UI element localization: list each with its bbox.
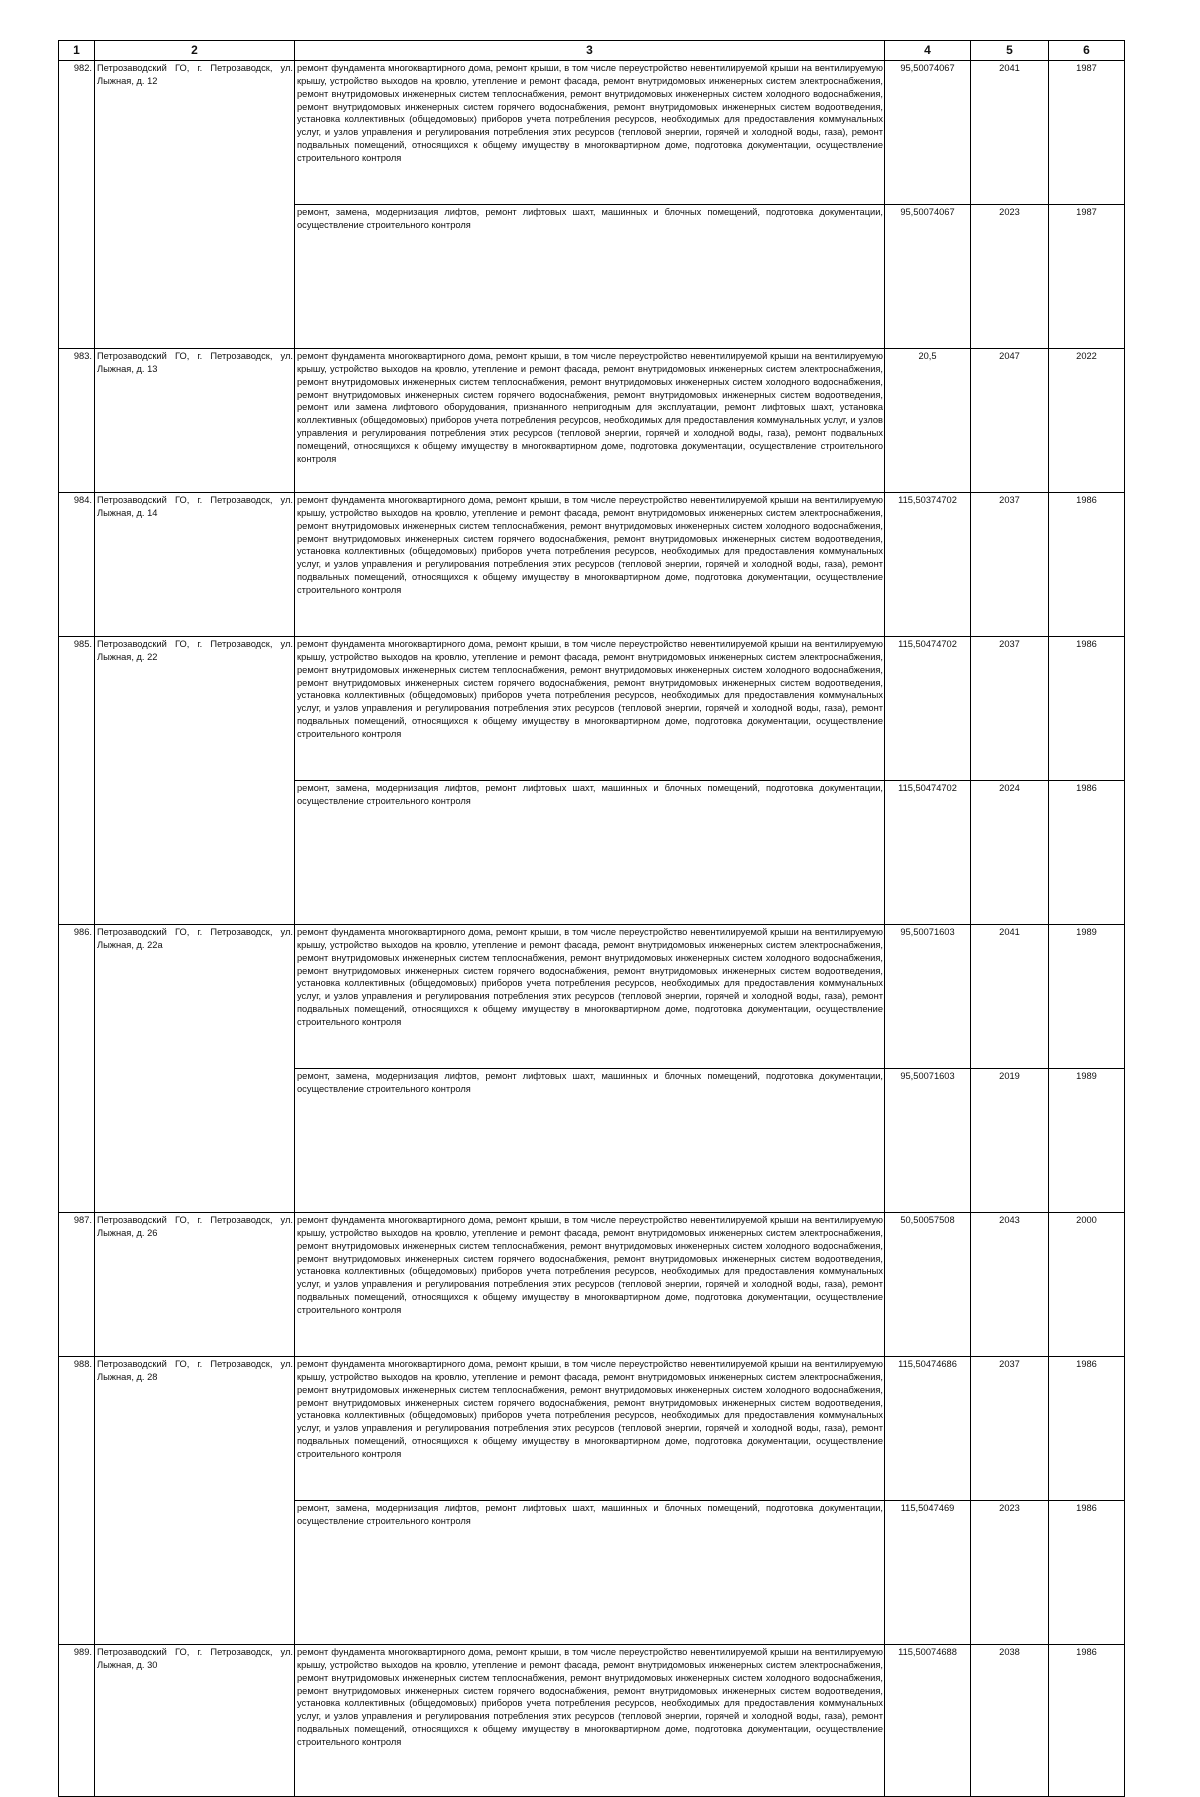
cost-cell: 115,50474702 [885, 637, 971, 781]
cost-cell: 20,5 [885, 349, 971, 493]
work-description-cell: ремонт фундамента многоквартирного дома, ремонт крыши, в том числе переустройство невентилируемой крыши на вентилируемую крышу, устройство выходов на кровлю, утепление и ремонт фасада, ремонт внутридомовых инженерных систем электроснабжения, ремонт внутридомовых инженерных систем теплоснабжения, ремонт внутридомовых инженерных систем холодного водоснабжения, ремонт внутридомовых инженерных систем горячего водоснабжения, ремонт внутридомовых инженерных систем водоотведения, установка коллективных (общедомовых) приборов учета потребления ресурсов, необходимых для предоставления коммунальных услуг, и узлов управления и регулирования потребления этих ресурсов (тепловой энергии, горячей и холодной воды, газа), ремонт подвальных помещений, относящихся к общему имуществу в многоквартирном доме, подготовка документации, осуществление строительного контроля [295, 1645, 885, 1797]
col-header-4: 4 [885, 41, 971, 61]
table-row [59, 1357, 1125, 1501]
plan-year-cell: 2037 [971, 1357, 1049, 1501]
address-cell: Петрозаводский ГО, г. Петрозаводск, ул. Лыжная, д. 14 [95, 493, 295, 637]
cost-cell: 115,50074688 [885, 1645, 971, 1797]
address-cell: Петрозаводский ГО, г. Петрозаводск, ул. Лыжная, д. 30 [95, 1645, 295, 1797]
row-number: 983. [59, 349, 95, 493]
address-cell: Петрозаводский ГО, г. Петрозаводск, ул. Лыжная, д. 12 [95, 61, 295, 349]
address-cell: Петрозаводский ГО, г. Петрозаводск, ул. Лыжная, д. 13 [95, 349, 295, 493]
plan-year-cell: 2047 [971, 349, 1049, 493]
table-row [59, 61, 1125, 205]
work-description-cell: ремонт фундамента многоквартирного дома, ремонт крыши, в том числе переустройство невентилируемой крыши на вентилируемую крышу, устройство выходов на кровлю, утепление и ремонт фасада, ремонт внутридомовых инженерных систем электроснабжения, ремонт внутридомовых инженерных систем теплоснабжения, ремонт внутридомовых инженерных систем холодного водоснабжения, ремонт внутридомовых инженерных систем горячего водоснабжения, ремонт внутридомовых инженерных систем водоотведения, установка коллективных (общедомовых) приборов учета потребления ресурсов, необходимых для предоставления коммунальных услуг, и узлов управления и регулирования потребления этих ресурсов (тепловой энергии, горячей и холодной воды, газа), ремонт подвальных помещений, относящихся к общему имуществу в многоквартирном доме, подготовка документации, осуществление строительного контроля [295, 493, 885, 637]
plan-year-cell: 2023 [971, 1501, 1049, 1645]
work-description-cell: ремонт, замена, модернизация лифтов, ремонт лифтовых шахт, машинных и блочных помещений, подготовка документации, осуществление строительного контроля [295, 205, 885, 349]
table-body [59, 61, 1125, 1797]
table-row [59, 349, 1125, 493]
build-year-cell: 1987 [1049, 205, 1125, 349]
work-description-cell: ремонт, замена, модернизация лифтов, ремонт лифтовых шахт, машинных и блочных помещений, подготовка документации, осуществление строительного контроля [295, 1069, 885, 1213]
cost-cell: 115,50474686 [885, 1357, 971, 1501]
build-year-cell: 1986 [1049, 781, 1125, 925]
cost-cell: 95,50071603 [885, 925, 971, 1069]
build-year-cell: 2000 [1049, 1213, 1125, 1357]
cost-cell: 115,5047469 [885, 1501, 971, 1645]
cost-cell: 95,50071603 [885, 1069, 971, 1213]
row-number: 984. [59, 493, 95, 637]
plan-year-cell: 2038 [971, 1645, 1049, 1797]
plan-year-cell: 2041 [971, 61, 1049, 205]
address-cell: Петрозаводский ГО, г. Петрозаводск, ул. Лыжная, д. 22а [95, 925, 295, 1213]
plan-year-cell: 2019 [971, 1069, 1049, 1213]
work-description-cell: ремонт фундамента многоквартирного дома, ремонт крыши, в том числе переустройство невентилируемой крыши на вентилируемую крышу, устройство выходов на кровлю, утепление и ремонт фасада, ремонт внутридомовых инженерных систем электроснабжения, ремонт внутридомовых инженерных систем теплоснабжения, ремонт внутридомовых инженерных систем холодного водоснабжения, ремонт внутридомовых инженерных систем горячего водоснабжения, ремонт внутридомовых инженерных систем водоотведения, ремонт или замена лифтового оборудования, признанного непригодным для эксплуатации, ремонт лифтовых шахт, установка коллективных (общедомовых) приборов учета потребления ресурсов, необходимых для предоставления коммунальных услуг, и узлов управления и регулирования потребления этих ресурсов (тепловой энергии, горячей и холодной воды, газа), ремонт подвальных помещений, относящихся к общему имуществу в многоквартирном доме, подготовка документации, осуществление строительного контроля [295, 349, 885, 493]
plan-year-cell: 2023 [971, 205, 1049, 349]
row-number: 982. [59, 61, 95, 349]
repair-program-table [58, 40, 1125, 1797]
build-year-cell: 1986 [1049, 1501, 1125, 1645]
table-row [59, 925, 1125, 1069]
work-description-cell: ремонт, замена, модернизация лифтов, ремонт лифтовых шахт, машинных и блочных помещений, подготовка документации, осуществление строительного контроля [295, 1501, 885, 1645]
plan-year-cell: 2041 [971, 925, 1049, 1069]
table-row [59, 1645, 1125, 1797]
plan-year-cell: 2037 [971, 493, 1049, 637]
table-row [59, 637, 1125, 781]
work-description-cell: ремонт фундамента многоквартирного дома, ремонт крыши, в том числе переустройство невентилируемой крыши на вентилируемую крышу, устройство выходов на кровлю, утепление и ремонт фасада, ремонт внутридомовых инженерных систем электроснабжения, ремонт внутридомовых инженерных систем теплоснабжения, ремонт внутридомовых инженерных систем холодного водоснабжения, ремонт внутридомовых инженерных систем горячего водоснабжения, ремонт внутридомовых инженерных систем водоотведения, установка коллективных (общедомовых) приборов учета потребления ресурсов, необходимых для предоставления коммунальных услуг, и узлов управления и регулирования потребления этих ресурсов (тепловой энергии, горячей и холодной воды, газа), ремонт подвальных помещений, относящихся к общему имуществу в многоквартирном доме, подготовка документации, осуществление строительного контроля [295, 61, 885, 205]
work-description-cell: ремонт фундамента многоквартирного дома, ремонт крыши, в том числе переустройство невентилируемой крыши на вентилируемую крышу, устройство выходов на кровлю, утепление и ремонт фасада, ремонт внутридомовых инженерных систем электроснабжения, ремонт внутридомовых инженерных систем теплоснабжения, ремонт внутридомовых инженерных систем холодного водоснабжения, ремонт внутридомовых инженерных систем горячего водоснабжения, ремонт внутридомовых инженерных систем водоотведения, установка коллективных (общедомовых) приборов учета потребления ресурсов, необходимых для предоставления коммунальных услуг, и узлов управления и регулирования потребления этих ресурсов (тепловой энергии, горячей и холодной воды, газа), ремонт подвальных помещений, относящихся к общему имуществу в многоквартирном доме, подготовка документации, осуществление строительного контроля [295, 637, 885, 781]
col-header-5: 5 [971, 41, 1049, 61]
table-row [59, 1213, 1125, 1357]
build-year-cell: 1989 [1049, 925, 1125, 1069]
build-year-cell: 1986 [1049, 637, 1125, 781]
build-year-cell: 1986 [1049, 1357, 1125, 1501]
cost-cell: 95,50074067 [885, 61, 971, 205]
col-header-1: 1 [59, 41, 95, 61]
build-year-cell: 2022 [1049, 349, 1125, 493]
address-cell: Петрозаводский ГО, г. Петрозаводск, ул. Лыжная, д. 22 [95, 637, 295, 925]
build-year-cell: 1987 [1049, 61, 1125, 205]
build-year-cell: 1989 [1049, 1069, 1125, 1213]
row-number: 985. [59, 637, 95, 925]
plan-year-cell: 2037 [971, 637, 1049, 781]
col-header-3: 3 [295, 41, 885, 61]
col-header-6: 6 [1049, 41, 1125, 61]
row-number: 987. [59, 1213, 95, 1357]
table-row [59, 493, 1125, 637]
address-cell: Петрозаводский ГО, г. Петрозаводск, ул. Лыжная, д. 28 [95, 1357, 295, 1645]
work-description-cell: ремонт фундамента многоквартирного дома, ремонт крыши, в том числе переустройство невентилируемой крыши на вентилируемую крышу, устройство выходов на кровлю, утепление и ремонт фасада, ремонт внутридомовых инженерных систем электроснабжения, ремонт внутридомовых инженерных систем теплоснабжения, ремонт внутридомовых инженерных систем холодного водоснабжения, ремонт внутридомовых инженерных систем горячего водоснабжения, ремонт внутридомовых инженерных систем водоотведения, установка коллективных (общедомовых) приборов учета потребления ресурсов, необходимых для предоставления коммунальных услуг, и узлов управления и регулирования потребления этих ресурсов (тепловой энергии, горячей и холодной воды, газа), ремонт подвальных помещений, относящихся к общему имуществу в многоквартирном доме, подготовка документации, осуществление строительного контроля [295, 1213, 885, 1357]
cost-cell: 115,50474702 [885, 781, 971, 925]
row-number: 988. [59, 1357, 95, 1645]
work-description-cell: ремонт, замена, модернизация лифтов, ремонт лифтовых шахт, машинных и блочных помещений, подготовка документации, осуществление строительного контроля [295, 781, 885, 925]
work-description-cell: ремонт фундамента многоквартирного дома, ремонт крыши, в том числе переустройство невентилируемой крыши на вентилируемую крышу, устройство выходов на кровлю, утепление и ремонт фасада, ремонт внутридомовых инженерных систем электроснабжения, ремонт внутридомовых инженерных систем теплоснабжения, ремонт внутридомовых инженерных систем холодного водоснабжения, ремонт внутридомовых инженерных систем горячего водоснабжения, ремонт внутридомовых инженерных систем водоотведения, установка коллективных (общедомовых) приборов учета потребления ресурсов, необходимых для предоставления коммунальных услуг, и узлов управления и регулирования потребления этих ресурсов (тепловой энергии, горячей и холодной воды, газа), ремонт подвальных помещений, относящихся к общему имуществу в многоквартирном доме, подготовка документации, осуществление строительного контроля [295, 925, 885, 1069]
col-header-2: 2 [95, 41, 295, 61]
cost-cell: 50,50057508 [885, 1213, 971, 1357]
build-year-cell: 1986 [1049, 1645, 1125, 1797]
plan-year-cell: 2043 [971, 1213, 1049, 1357]
cost-cell: 95,50074067 [885, 205, 971, 349]
row-number: 989. [59, 1645, 95, 1797]
build-year-cell: 1986 [1049, 493, 1125, 637]
work-description-cell: ремонт фундамента многоквартирного дома, ремонт крыши, в том числе переустройство невентилируемой крыши на вентилируемую крышу, устройство выходов на кровлю, утепление и ремонт фасада, ремонт внутридомовых инженерных систем электроснабжения, ремонт внутридомовых инженерных систем теплоснабжения, ремонт внутридомовых инженерных систем холодного водоснабжения, ремонт внутридомовых инженерных систем горячего водоснабжения, ремонт внутридомовых инженерных систем водоотведения, установка коллективных (общедомовых) приборов учета потребления ресурсов, необходимых для предоставления коммунальных услуг, и узлов управления и регулирования потребления этих ресурсов (тепловой энергии, горячей и холодной воды, газа), ремонт подвальных помещений, относящихся к общему имуществу в многоквартирном доме, подготовка документации, осуществление строительного контроля [295, 1357, 885, 1501]
row-number: 986. [59, 925, 95, 1213]
address-cell: Петрозаводский ГО, г. Петрозаводск, ул. Лыжная, д. 26 [95, 1213, 295, 1357]
register-sheet [58, 40, 1124, 1747]
cost-cell: 115,50374702 [885, 493, 971, 637]
plan-year-cell: 2024 [971, 781, 1049, 925]
header-row [59, 41, 1125, 61]
